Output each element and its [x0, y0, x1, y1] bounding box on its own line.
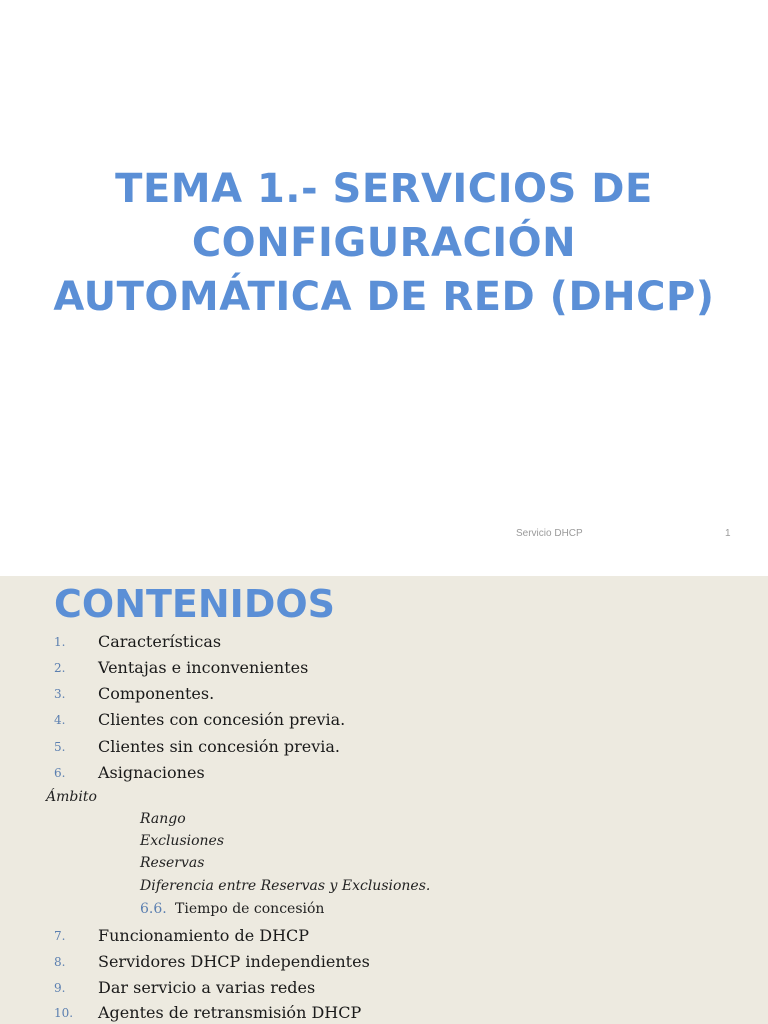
- subitem-number: 6.6.: [140, 901, 167, 917]
- list-item: [0, 630, 768, 656]
- list-item: [0, 656, 768, 682]
- list-item-text: Servidores DHCP independientes: [98, 952, 370, 971]
- list-item-number: 6.: [54, 766, 66, 780]
- list-item-number: 9.: [54, 981, 66, 995]
- subitem-italic: Rango: [140, 811, 186, 827]
- list-item-text: Clientes con concesión previa.: [98, 710, 346, 729]
- list-item: [0, 708, 768, 734]
- contents-slide: [0, 576, 768, 1024]
- subitem-italic: Exclusiones: [140, 833, 225, 849]
- list-item-number: 8.: [54, 955, 66, 969]
- list-item: [0, 735, 768, 761]
- list-item-number: 1.: [54, 635, 66, 649]
- contents-heading: CONTENIDOS: [54, 582, 336, 626]
- list-item-number: 7.: [54, 929, 66, 943]
- list-item-text: Clientes sin concesión previa.: [98, 737, 340, 756]
- subitem-italic: Reservas: [140, 855, 205, 871]
- list-item-number: 3.: [54, 687, 66, 701]
- list-item-number: 10.: [54, 1006, 74, 1020]
- slide-title: TEMA 1.- SERVICIOS DE CONFIGURACIÓN AUTOMÁTICA DE RED (DHCP): [53, 166, 715, 320]
- list-item-text: Ventajas e inconvenientes: [98, 658, 309, 677]
- list-item-number: 5.: [54, 740, 66, 754]
- list-item-text: Componentes.: [98, 684, 215, 703]
- slide-page-number: 1: [725, 528, 731, 539]
- slide-footer: Servicio DHCP: [516, 528, 583, 539]
- list-item-number: 4.: [54, 713, 66, 727]
- list-item-text: Asignaciones: [98, 763, 205, 782]
- list-item: [0, 924, 768, 950]
- list-item-text: Funcionamiento de DHCP: [98, 926, 310, 945]
- list-item: [0, 950, 768, 976]
- list-item: [0, 976, 768, 1002]
- subitem-ambito: Ámbito: [46, 789, 97, 805]
- subitem-italic: Diferencia entre Reservas y Exclusiones.: [140, 878, 431, 894]
- list-item: [0, 761, 768, 787]
- list-item-text: Dar servicio a varias redes: [98, 978, 316, 997]
- list-item: [0, 682, 768, 708]
- list-item: [0, 1001, 768, 1024]
- subitem-text: Tiempo de concesión: [175, 901, 325, 917]
- list-item-text: Características: [98, 632, 222, 651]
- list-item-number: 2.: [54, 661, 66, 675]
- list-item-text: Agentes de retransmisión DHCP: [98, 1003, 362, 1022]
